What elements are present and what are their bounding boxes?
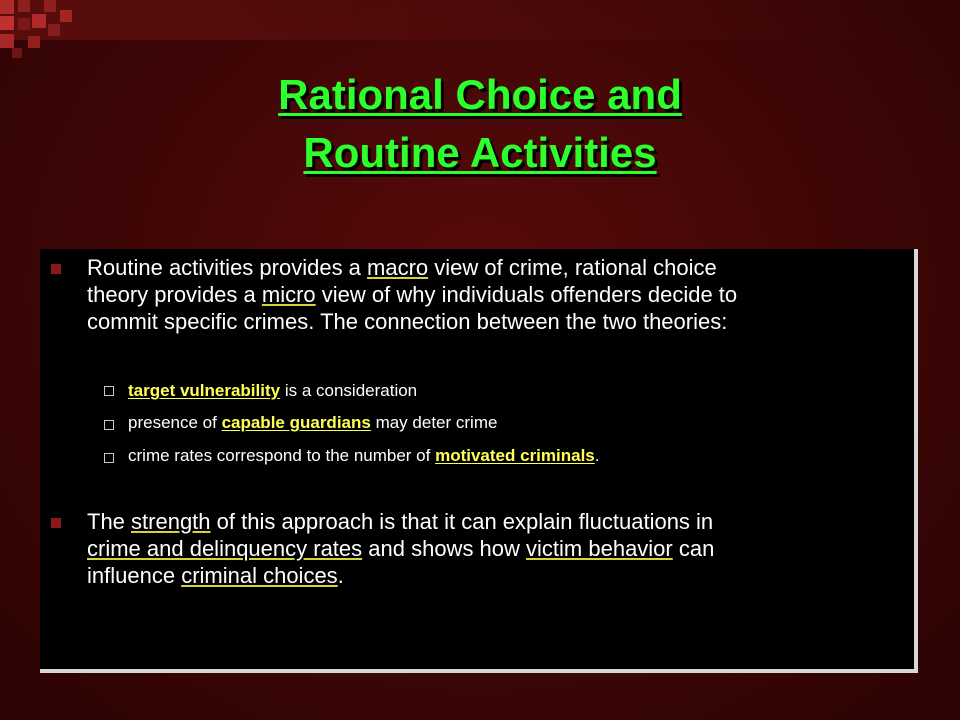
- bullet-line: [87, 308, 902, 335]
- text-run: crime rates correspond to the number of: [128, 446, 436, 465]
- term-strength: strength: [131, 509, 211, 534]
- sub-bullet-motivated-criminals: [128, 446, 600, 466]
- term-criminal-choices: criminal choices: [181, 563, 338, 588]
- text-run: .: [594, 446, 600, 465]
- decorative-square: [44, 0, 56, 12]
- square-bullet-icon: [51, 518, 61, 528]
- decorative-top-bar: [0, 0, 870, 40]
- text-run: The: [87, 509, 132, 534]
- bullet-line: [87, 562, 902, 589]
- bullet-text-routine-activities: [87, 254, 902, 335]
- decorative-square: [18, 0, 30, 12]
- checkbox-bullet-icon: [104, 420, 114, 430]
- text-run: Routine activities provides a: [87, 255, 368, 280]
- slide-title: [120, 66, 840, 182]
- decorative-square: [48, 24, 60, 36]
- bullet-line: [87, 508, 902, 535]
- decorative-square: [32, 14, 46, 28]
- text-run: is a consideration: [280, 381, 418, 400]
- checkbox-bullet-icon: [104, 386, 114, 396]
- bullet-line: [87, 535, 902, 562]
- bullet-line: [87, 254, 902, 281]
- text-run: .: [337, 563, 344, 588]
- text-run: theory provides a: [87, 282, 262, 307]
- bullet-text-strength: [87, 508, 902, 589]
- term-micro: micro: [261, 282, 316, 307]
- term-crime-delinquency-rates: crime and delinquency rates: [87, 536, 363, 561]
- sub-bullet-capable-guardians: [128, 413, 497, 433]
- bullet-line: [87, 281, 902, 308]
- text-run: influence: [87, 563, 182, 588]
- text-run: of this approach is that it can explain fluctuations in: [210, 509, 714, 534]
- text-run: view of why individuals offenders decide to: [315, 282, 738, 307]
- term-target-vulnerability: target vulnerability: [128, 381, 281, 400]
- term-victim-behavior: victim behavior: [526, 536, 673, 561]
- text-run: commit specific crimes. The connection between the two theories:: [87, 309, 728, 334]
- checkbox-bullet-icon: [104, 453, 114, 463]
- term-motivated-criminals: motivated criminals: [435, 446, 595, 465]
- decorative-square: [0, 34, 14, 48]
- text-run: and shows how: [362, 536, 527, 561]
- sub-bullet-target-vulnerability: [128, 381, 417, 401]
- text-run: view of crime, rational choice: [428, 255, 717, 280]
- text-run: can: [672, 536, 715, 561]
- decorative-square: [12, 48, 22, 58]
- text-run: presence of: [128, 413, 222, 432]
- title-line-1: Rational Choice and: [278, 71, 682, 118]
- title-line-2: Routine Activities: [303, 129, 657, 176]
- decorative-square: [18, 18, 30, 30]
- term-macro: macro: [367, 255, 429, 280]
- decorative-square: [0, 0, 14, 14]
- term-capable-guardians: capable guardians: [221, 413, 371, 432]
- decorative-square: [28, 36, 40, 48]
- decorative-square: [60, 10, 72, 22]
- square-bullet-icon: [51, 264, 61, 274]
- decorative-square: [0, 16, 14, 30]
- text-run: may deter crime: [370, 413, 498, 432]
